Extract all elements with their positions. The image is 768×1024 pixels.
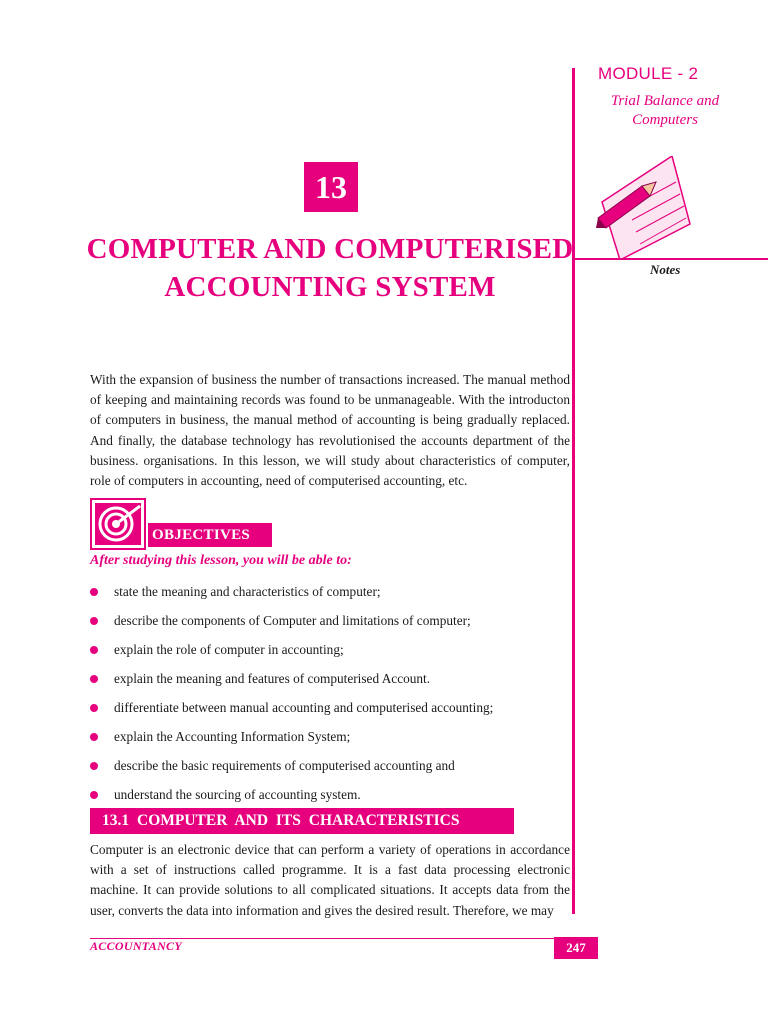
- chapter-title: [60, 230, 600, 306]
- margin-rule: [572, 68, 575, 914]
- chapter-title-line1: COMPUTER AND COMPUTERISED: [86, 233, 574, 265]
- bullet-icon: [90, 733, 98, 741]
- objectives-label: OBJECTIVES: [148, 523, 272, 547]
- objective-item: explain the Accounting Information System;: [90, 725, 570, 754]
- intro-paragraph: With the expansion of business the number of transactions increased. The manual method of keeping and maintaining records was found to be unmanageable. With the introducton of computers in business, the manual method of accounting is being gradually replaced. And finally, the database technology has revolutionised the accounts department of the business. organisations. In this lesson, we will study about characteristics of computer, role of computers in accounting, need of computerised accounting, etc.: [90, 372, 570, 489]
- objective-item: describe the basic requirements of computerised accounting and: [90, 754, 570, 783]
- section-paragraph: Computer is an electronic device that can perform a variety of operations in accordance with a set of instructions called programme. It is a fast data processing electronic machine. It can provide solutions to all complicated situations. It accepts data from the user, converts the data into information and gives the desired result. Therefore, we may: [90, 842, 570, 918]
- notes-label: Notes: [650, 262, 681, 277]
- notes-pencil-icon: [592, 156, 692, 265]
- module-subtitle-line2: Computers: [632, 112, 698, 128]
- section-heading: [90, 808, 514, 834]
- chapter-number: 13: [304, 162, 358, 212]
- bullet-icon: [90, 646, 98, 654]
- objective-item: state the meaning and characteristics of computer;: [90, 580, 570, 609]
- bullet-icon: [90, 791, 98, 799]
- bullet-icon: [90, 762, 98, 770]
- section-heading-text: 13.1 COMPUTER AND ITS CHARACTERISTICS: [102, 812, 460, 829]
- module-subtitle-line1: Trial Balance and: [610, 93, 720, 109]
- objective-item: describe the components of Computer and limitations of computer;: [90, 609, 570, 638]
- notes-rule: [572, 258, 768, 260]
- bullet-icon: [90, 704, 98, 712]
- objective-item: explain the role of computer in accounting;: [90, 638, 570, 667]
- objectives-intro: After studying this lesson, you will be able to:: [90, 553, 352, 568]
- module-title: MODULE - 2: [598, 64, 699, 83]
- objective-item: understand the sourcing of accounting system.: [90, 783, 570, 812]
- chapter-title-line2: ACCOUNTING SYSTEM: [164, 271, 496, 303]
- objectives-list: [90, 580, 570, 812]
- objective-item: differentiate between manual accounting and computerised accounting;: [90, 696, 570, 725]
- bullet-icon: [90, 675, 98, 683]
- page-number: 247: [554, 937, 598, 959]
- bullet-icon: [90, 588, 98, 596]
- footer-subject: ACCOUNTANCY: [90, 939, 182, 953]
- objectives-target-icon: [90, 498, 146, 555]
- objective-item: explain the meaning and features of computerised Account.: [90, 667, 570, 696]
- module-subtitle: [580, 92, 750, 130]
- bullet-icon: [90, 617, 98, 625]
